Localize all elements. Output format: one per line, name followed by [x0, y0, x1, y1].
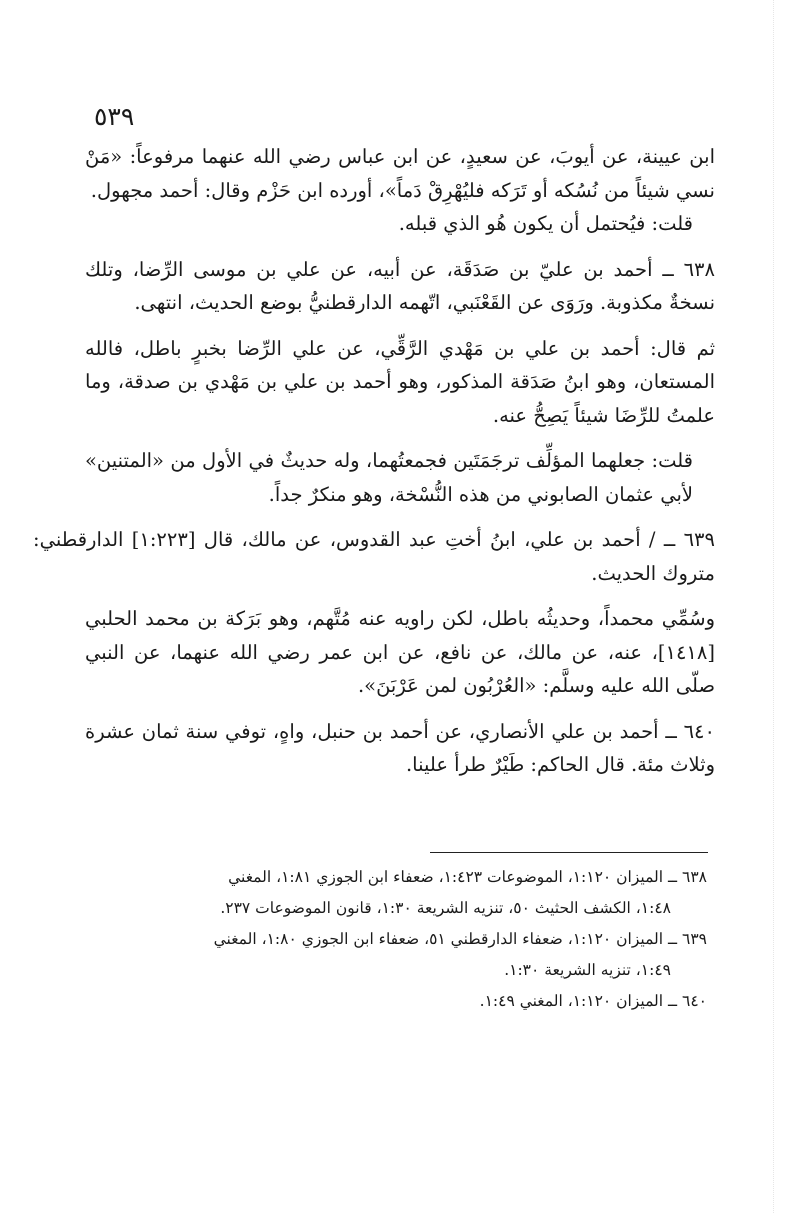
footnote-639: ٦٣٩ ــ الميزان ١:١٢٠، ضعفاء الدارقطني ٥١، ضعفاء ابن الجوزي ١:٨٠، المغني	[213, 930, 707, 948]
footnote-638-continued: ١:٤٨، الكشف الحثيث ٥٠، تنزيه الشريعة ١:٣٠، قانون الموضوعات ٢٣٧.	[220, 899, 671, 917]
footnotes	[103, 862, 707, 1017]
main-text	[33, 140, 715, 782]
paragraph-5: قلت: جعلهما المؤلِّف ترجَمَتَين فجمعتُهما، وله حديثٌ في الأول من «المتنين» لأبي عثمان الصابوني من هذه النُّسْخة، وهو منكرٌ جداً.	[85, 449, 693, 506]
entry-640: ٦٤٠ ــ أحمد بن علي الأنصاري، عن أحمد بن حنبل، واهٍ، توفي سنة ثمان عشرة وثلاث مئة. قال الحاكم: طَيْرٌ طرأ علينا.	[85, 719, 715, 776]
page-gutter-line	[773, 0, 774, 1213]
paragraph-1: ابن عيينة، عن أيوبَ، عن سعيدٍ، عن ابن عباس رضي الله عنهما مرفوعاً: «مَنْ نسي شيئاً من نُسُكه أو تَرَكه فليُهْرِقْ دَماً»، أورده ابن حَزْم وقال: أحمد مجهول.	[85, 145, 715, 202]
footnote-638: ٦٣٨ ــ الميزان ١:١٢٠، الموضوعات ١:٤٢٣، ضعفاء ابن الجوزي ١:٨١، المغني	[228, 868, 707, 886]
paragraph-2: قلت: فيُحتمل أن يكون هُو الذي قبله.	[398, 212, 693, 235]
page-number: ٥٣٩	[94, 102, 135, 131]
footnote-separator	[430, 852, 708, 853]
footnote-639-continued: ١:٤٩، تنزيه الشريعة ١:٣٠.	[504, 961, 671, 979]
entry-639: ٦٣٩ ــ / أحمد بن علي، ابنُ أختِ عبد القدوس، عن مالك، قال [١:٢٢٣] الدارقطني: متروك الحديث.	[33, 528, 715, 585]
paragraph-7: وسُمِّي محمداً، وحديثُه باطل، لكن راويه عنه مُتَّهم، وهو بَرَكة بن محمد الحلبي [١٤١٨]، عنه، عن مالك، عن نافع، عن ابن عمر رضي الله عنهما، عن النبي صلّى الله عليه وسلَّم: «العُرْبُون لمن عَرْبَنَ».	[85, 607, 715, 697]
paragraph-4: ثم قال: أحمد بن علي بن مَهْدي الرَّقِّي، عن علي الرِّضا بخبرٍ باطل، فالله المستعان، وهو ابنُ صَدَقة المذكور، وهو أحمد بن علي بن مَهْدي بن صدقة، وما علمتُ للرِّضَا شيئاً يَصِحُّ عنه.	[85, 336, 715, 427]
footnote-640: ٦٤٠ ــ الميزان ١:١٢٠، المغني ١:٤٩.	[479, 992, 707, 1010]
entry-638: ٦٣٨ ــ أحمد بن عليّ بن صَدَقَة، عن أبيه، عن علي بن موسى الرِّضا، وتلك نسخةٌ مكذوبة. ورَوَى عن القَعْنَبي، اتّهمه الدارقطنيُّ بوضع الحديث، انتهى.	[85, 257, 715, 314]
